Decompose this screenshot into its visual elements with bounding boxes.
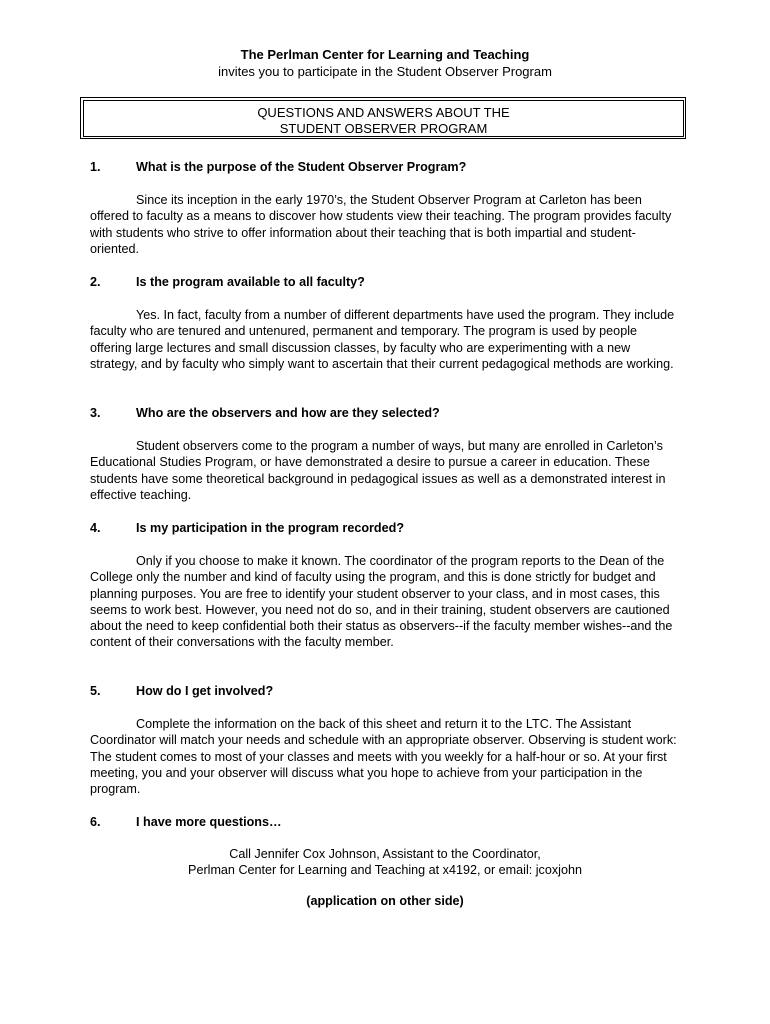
- question-text: What is the purpose of the Student Observer Program?: [136, 160, 467, 174]
- question-number: 5.: [90, 684, 101, 698]
- answer-3: Student observers come to the program a number of ways, but many are enrolled in Carleton’s Educational Studies Program, or have demonstrated a desire to pursue a career in education. These students have some theoretical background in pedagogical issues as well as a demonstrated interest in effective teaching.: [90, 439, 666, 502]
- section-title-box: [80, 97, 686, 139]
- section-title-line-1: QUESTIONS AND ANSWERS ABOUT THE: [257, 105, 510, 120]
- question-text: Is the program available to all faculty?: [136, 275, 365, 289]
- question-number: 4.: [90, 521, 101, 535]
- contact-line-2: Perlman Center for Learning and Teaching at x4192, or email: jcoxjohn: [188, 863, 582, 877]
- section-title-line-2: STUDENT OBSERVER PROGRAM: [279, 121, 488, 136]
- question-text: I have more questions…: [136, 815, 282, 829]
- question-text: Who are the observers and how are they selected?: [136, 406, 440, 420]
- question-number: 6.: [90, 815, 101, 829]
- question-number: 2.: [90, 275, 101, 289]
- question-number: 3.: [90, 406, 101, 420]
- answer-1: Since its inception in the early 1970’s, the Student Observer Program at Carleton has been offered to faculty as a means to discover how students view their teaching. The program provides faculty with students who strive to offer information about their teaching that is both impartial and student-oriented.: [90, 193, 672, 256]
- question-number: 1.: [90, 160, 101, 174]
- answer-2: Yes. In fact, faculty from a number of different departments have used the program. They include faculty who are tenured and untenured, permanent and temporary. The program is used by people offering large lectures and small discussion classes, by faculty who are experimenting with a new strategy, and by faculty who simply want to ascertain that their current pedagogical methods are working.: [90, 308, 675, 371]
- footer-note: (application on other side): [306, 894, 464, 908]
- answer-4: Only if you choose to make it known. The coordinator of the program reports to the Dean of the College only the number and kind of faculty using the program, and this is done strictly for budget and planning purposes. You are free to identify your student observer to your class, and in most cases, this seems to work best. However, you need not do so, and in their training, student observers are cautioned about the need to keep confidential both their status as observers--if the faculty member wishes--and the content of their conversations with the faculty member.: [90, 554, 673, 650]
- document-title: The Perlman Center for Learning and Teaching: [240, 47, 530, 62]
- answer-5: Complete the information on the back of this sheet and return it to the LTC. The Assistant Coordinator will match your needs and schedule with an appropriate observer. Observing is student work: The student comes to most of your classes and meets with you weekly for a half-hour or so. At your first meeting, you and your observer will discuss what you hope to achieve from your participation in the program.: [90, 717, 677, 797]
- question-text: How do I get involved?: [136, 684, 274, 698]
- document-subtitle: invites you to participate in the Student Observer Program: [218, 64, 552, 79]
- contact-line-1: Call Jennifer Cox Johnson, Assistant to the Coordinator,: [229, 847, 541, 861]
- question-text: Is my participation in the program recorded?: [136, 521, 405, 535]
